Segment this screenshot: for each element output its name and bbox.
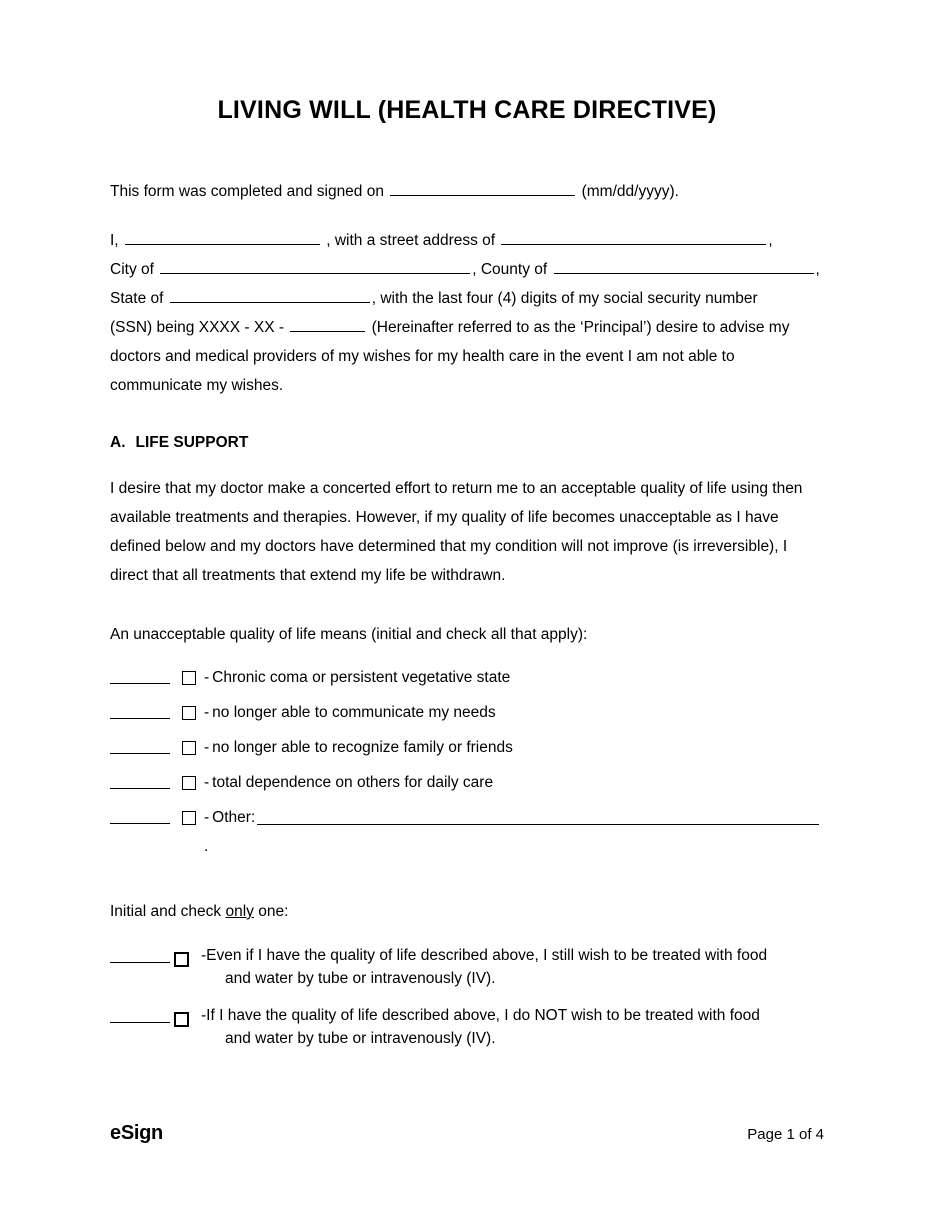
- choose-suffix: one:: [253, 903, 289, 920]
- choice-label: [197, 944, 824, 990]
- completion-date-prefix: This form was completed and signed on: [110, 183, 384, 200]
- option-text: Chronic coma or persistent vegetative state: [212, 669, 511, 686]
- list-item: [110, 768, 824, 797]
- city-label: City of: [110, 261, 154, 278]
- street-label: , with a street address of: [326, 232, 496, 249]
- option-label: [204, 733, 824, 762]
- choice-dash: -: [201, 1007, 207, 1024]
- checkbox-icon[interactable]: [182, 671, 196, 685]
- option-text: Other:: [212, 809, 256, 826]
- county-label: , County of: [472, 261, 548, 278]
- option-label: [204, 803, 824, 861]
- section-a-letter: A.: [110, 434, 126, 451]
- street-address-blank[interactable]: [501, 229, 766, 245]
- page-number: Page 1 of 4: [747, 1126, 824, 1143]
- county-blank[interactable]: [554, 258, 814, 274]
- choose-one-instruction: [110, 897, 824, 926]
- choice-line-1: Even if I have the quality of life described above, I still wish to be treated with food: [206, 947, 768, 964]
- option-initial-blank[interactable]: [110, 733, 170, 754]
- checkbox-icon[interactable]: [174, 1012, 189, 1027]
- option-initial-blank[interactable]: [110, 803, 170, 824]
- choice-line-2: and water by tube or intravenously (IV).: [225, 970, 496, 987]
- identity-line-4: [110, 313, 824, 342]
- section-a-heading: [110, 434, 824, 452]
- list-item: [110, 1004, 824, 1050]
- option-text: no longer able to communicate my needs: [212, 704, 496, 721]
- page-title: LIVING WILL (HEALTH CARE DIRECTIVE): [217, 96, 717, 124]
- choice-label: [197, 1004, 824, 1050]
- identity-block: [110, 226, 824, 400]
- option-initial-blank[interactable]: [110, 768, 170, 789]
- list-item: [110, 663, 824, 692]
- section-a-title: LIFE SUPPORT: [135, 434, 249, 451]
- option-initial-blank[interactable]: [110, 663, 170, 684]
- brand-logo: eSign: [110, 1122, 163, 1144]
- ssn-label: , with the last four (4) digits of my social security number: [371, 290, 758, 307]
- checkbox-icon[interactable]: [174, 952, 189, 967]
- document-body: [110, 95, 824, 1064]
- identity-line-5: doctors and medical providers of my wishes for my health care in the event I am not able to: [110, 348, 735, 365]
- identity-line-6: communicate my wishes.: [110, 377, 284, 394]
- choice-dash: -: [201, 947, 207, 964]
- other-fill-blank[interactable]: [257, 808, 819, 825]
- option-dash: -: [204, 704, 210, 721]
- option-text: no longer able to recognize family or friends: [212, 739, 513, 756]
- identity-line-3: [110, 284, 824, 313]
- option-dash: -: [204, 774, 210, 791]
- checkbox-icon[interactable]: [182, 741, 196, 755]
- completion-date-line: [110, 177, 824, 206]
- list-item: [110, 698, 824, 727]
- identity-line-1: [110, 226, 824, 255]
- city-blank[interactable]: [160, 258, 470, 274]
- state-label: State of: [110, 290, 164, 307]
- option-dash: -: [204, 669, 210, 686]
- page-footer: [110, 1122, 824, 1145]
- state-blank[interactable]: [170, 287, 370, 303]
- option-text: total dependence on others for daily care: [212, 774, 494, 791]
- choice-initial-blank[interactable]: [110, 1004, 170, 1023]
- i-label: I,: [110, 232, 119, 249]
- ssn-digits-blank[interactable]: [290, 316, 365, 332]
- completion-date-suffix: (mm/dd/yyyy).: [581, 183, 679, 200]
- option-label: [204, 663, 824, 692]
- identity-line-2: [110, 255, 824, 284]
- unacceptable-quality-intro: An unacceptable quality of life means (initial and check all that apply):: [110, 626, 588, 643]
- completion-date-blank[interactable]: [390, 180, 575, 196]
- choose-underline: only: [225, 903, 254, 920]
- spacer: [110, 867, 824, 897]
- list-item: [110, 733, 824, 762]
- option-dash: -: [204, 809, 210, 826]
- ssn-prefix: (SSN) being XXXX - XX -: [110, 319, 285, 336]
- spacer: [110, 590, 824, 620]
- choose-prefix: Initial and check: [110, 903, 226, 920]
- list-item: [110, 944, 824, 990]
- option-label: [204, 698, 824, 727]
- ssn-suffix: (Hereinafter referred to as the ‘Principal’) desire to advise my: [371, 319, 790, 336]
- list-item: [110, 803, 824, 861]
- principal-name-blank[interactable]: [125, 229, 320, 245]
- other-trailing: .: [204, 838, 209, 855]
- street-end: ,: [768, 232, 773, 249]
- choice-line-2: and water by tube or intravenously (IV).: [225, 1030, 496, 1047]
- option-dash: -: [204, 739, 210, 756]
- section-a-body: I desire that my doctor make a concerted effort to return me to an acceptable quality of life using then available treatments and therapies. However, if my quality of life becomes unacceptable as I have defined below and my doctors have determined that my condition will not improve (is irreversible), I direct that all treatments that extend my life be withdrawn.: [110, 480, 803, 584]
- choice-line-1: If I have the quality of life described above, I do NOT wish to be treated with food: [206, 1007, 760, 1024]
- checkbox-icon[interactable]: [182, 776, 196, 790]
- checkbox-icon[interactable]: [182, 811, 196, 825]
- option-initial-blank[interactable]: [110, 698, 170, 719]
- option-label: [204, 768, 824, 797]
- checkbox-icon[interactable]: [182, 706, 196, 720]
- county-end: ,: [815, 261, 820, 278]
- choice-initial-blank[interactable]: [110, 944, 170, 963]
